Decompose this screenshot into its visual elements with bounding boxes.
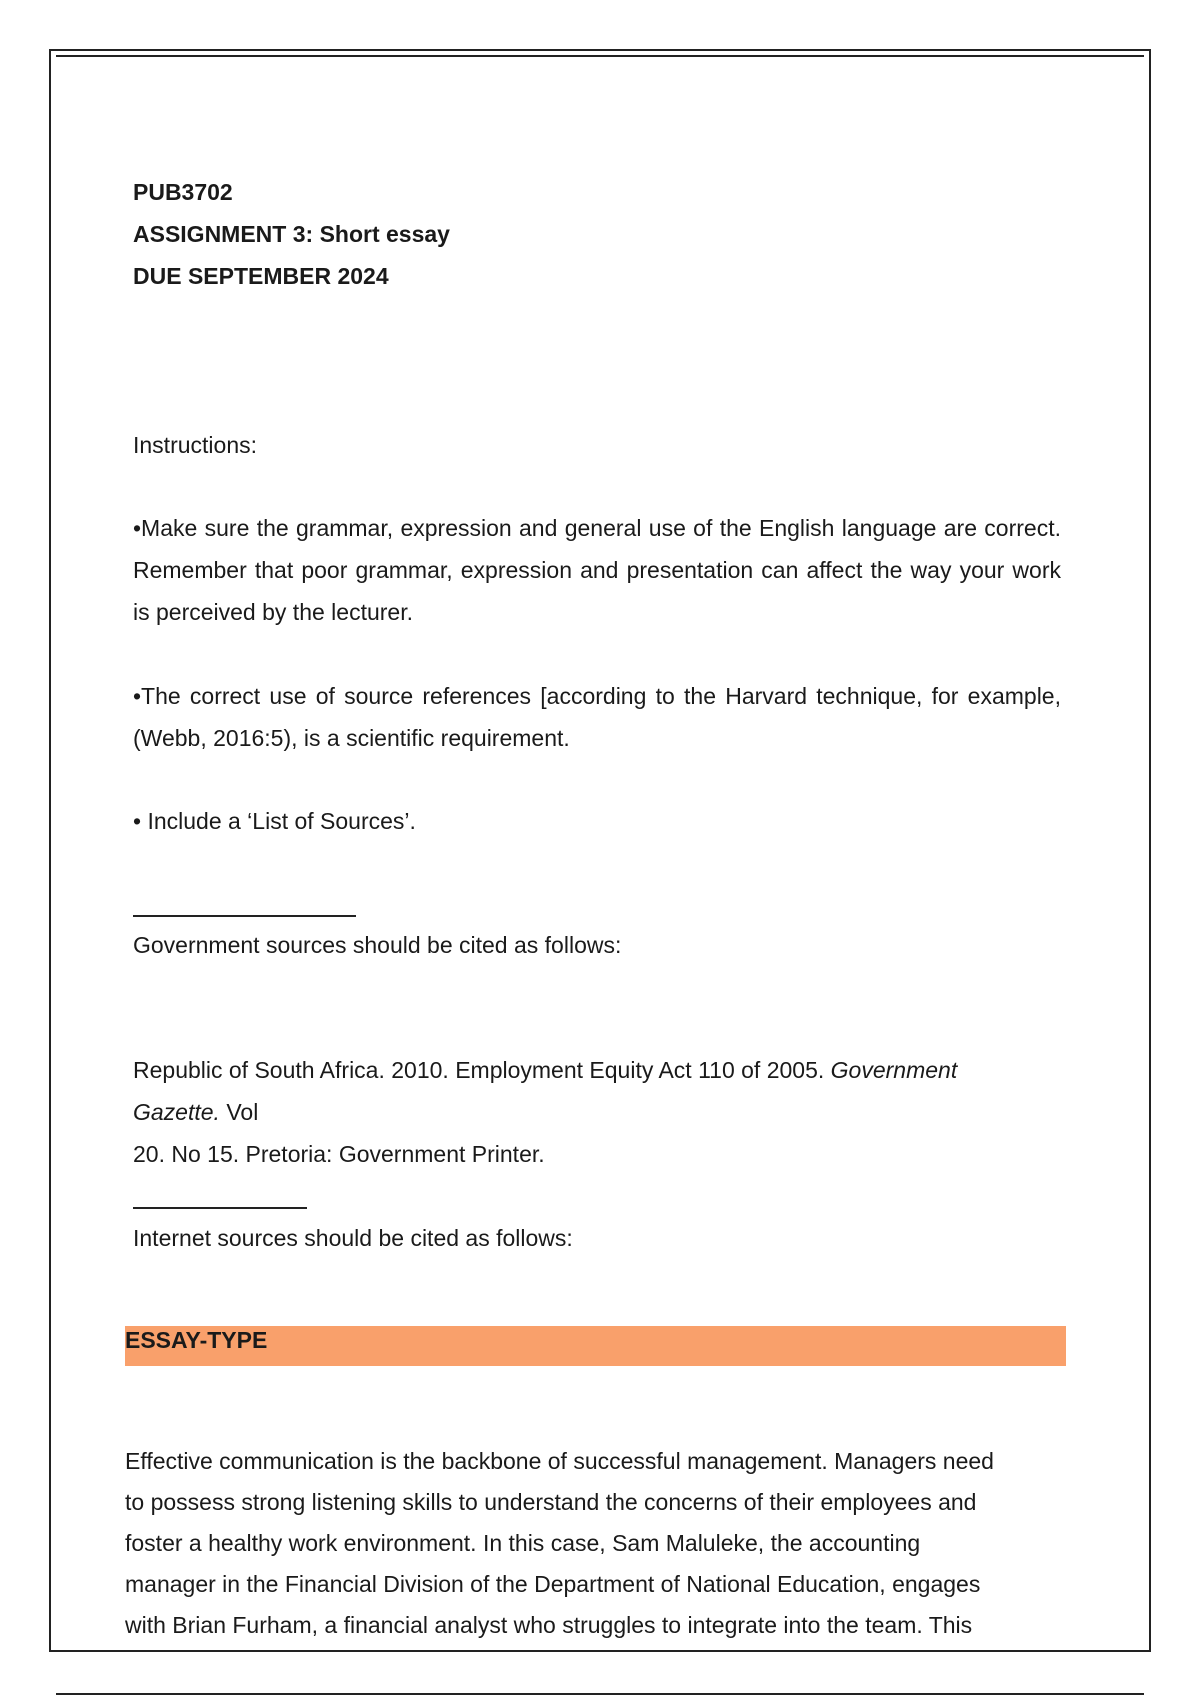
gov-example-publisher: 20. No 15. Pretoria: Government Printer. <box>133 1141 545 1167</box>
instructions-heading: Instructions: <box>133 432 257 458</box>
essay-line: with Brian Furham, a financial analyst who struggles to integrate into the team. This <box>125 1612 973 1638</box>
gov-example-text: Republic of South Africa. 2010. Employment Equity Act 110 of 2005. <box>133 1057 831 1083</box>
internet-citation-heading: Internet sources should be cited as follows: <box>133 1225 573 1251</box>
instruction-item-grammar: •Make sure the grammar, expression and general use of the English language are correct. Remember that poor grammar, expression and presentation can affect the way your work is perceived by the lecturer. <box>133 515 1061 625</box>
instruction-item-references: •The correct use of source references [according to the Harvard technique, for example, (Webb, 2016:5), is a scientific requirement. <box>133 683 1061 751</box>
footnote-rule-2 <box>133 1207 307 1209</box>
essay-line: to possess strong listening skills to understand the concerns of their employees and <box>125 1489 977 1515</box>
bottom-page-rule <box>56 1693 1144 1695</box>
instruction-item-list-of-sources: • Include a ‘List of Sources’. <box>133 808 416 834</box>
course-code: PUB3702 <box>133 179 233 205</box>
assignment-title: ASSIGNMENT 3: Short essay <box>133 221 450 247</box>
essay-line: foster a healthy work environment. In this case, Sam Maluleke, the accounting <box>125 1530 921 1556</box>
essay-line: manager in the Financial Division of the Department of National Education, engages <box>125 1571 981 1597</box>
due-date: DUE SEPTEMBER 2024 <box>133 263 389 289</box>
gov-example-vol: Vol <box>219 1099 259 1125</box>
essay-type-banner <box>125 1326 1066 1366</box>
government-citation-heading: Government sources should be cited as follows: <box>133 932 622 958</box>
essay-body <box>125 1441 1065 1646</box>
gov-example-italic-1: Government <box>830 1057 958 1083</box>
essay-type-label: ESSAY-TYPE <box>125 1327 268 1353</box>
footnote-rule-1 <box>133 915 356 917</box>
government-citation-example <box>133 1049 1013 1175</box>
essay-line: Effective communication is the backbone of successful management. Managers need <box>125 1448 994 1474</box>
gov-example-italic-2: Gazette. <box>133 1099 220 1125</box>
top-double-rule <box>56 55 1144 57</box>
